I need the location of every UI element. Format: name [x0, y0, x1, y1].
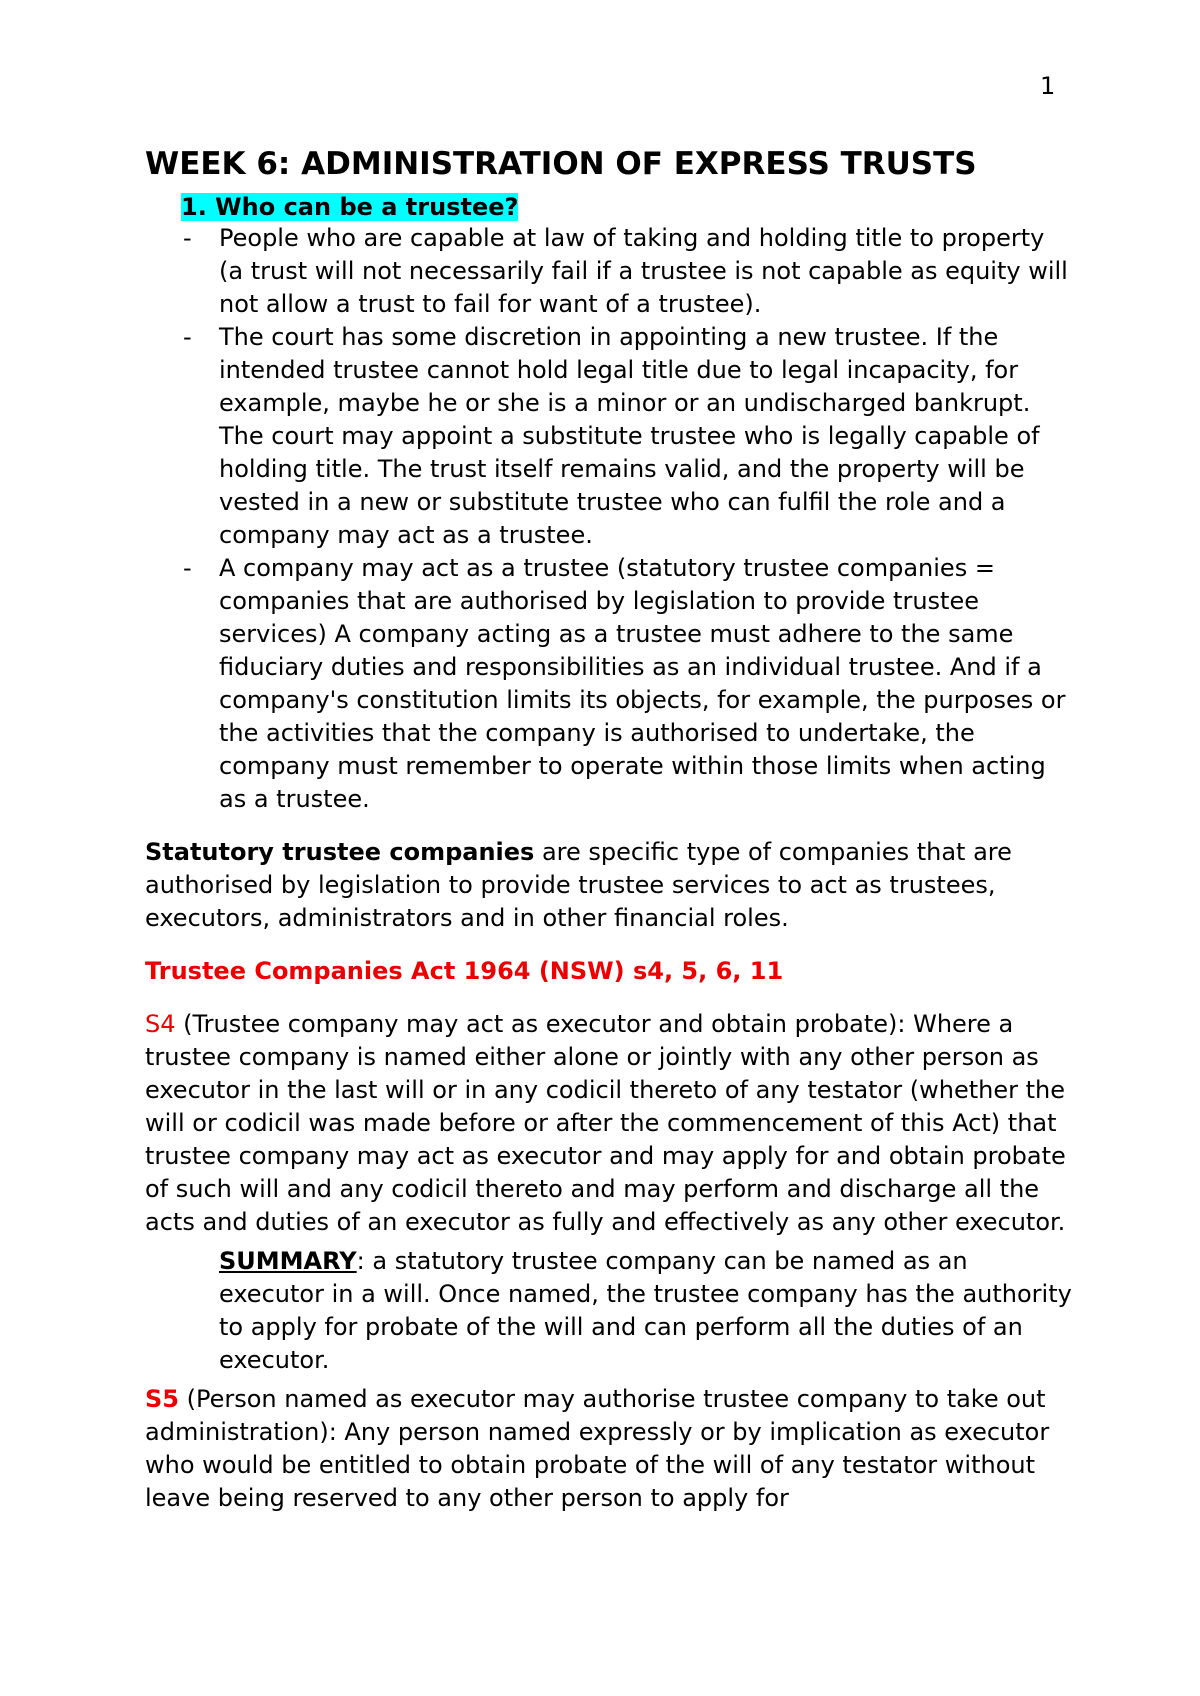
document-body	[145, 144, 1075, 1515]
summary-label: SUMMARY	[219, 1247, 357, 1275]
s5-text: (Person named as executor may authorise trustee company to take out administration): Any person named expressly or by implication as executor who would be entitled to obtain probate of the will of any testator without leave being reserved to any other person to apply for	[145, 1385, 1050, 1512]
highlighted-heading-text: 1. Who can be a trustee?	[181, 193, 519, 221]
statutory-companies-text: are specific type of companies that are authorised by legislation to provide trustee services to act as trustees, executors, administrators and in other financial roles.	[145, 838, 1012, 932]
statutory-companies-term: Statutory trustee companies	[145, 838, 535, 866]
s5-label: S5	[145, 1385, 179, 1413]
summary-paragraph	[145, 1245, 1075, 1377]
list-item	[145, 321, 1075, 552]
s5-paragraph	[145, 1383, 1075, 1515]
dash-marker: -	[183, 554, 192, 582]
s4-text: (Trustee company may act as executor and obtain probate): Where a trustee company is named either alone or jointly with any other person as executor in the last will or in any codicil thereto of any testator (whether the will or codicil was made before or after the commencement of this Act) that trustee company may act as executor and may apply for and obtain probate of such will and any codicil thereto and may perform and discharge all the acts and duties of an executor as fully and effectively as any other executor.	[145, 1010, 1066, 1236]
act-heading: Trustee Companies Act 1964 (NSW) s4, 5, 6, 11	[145, 957, 784, 985]
list-item	[145, 222, 1075, 321]
dash-marker: -	[183, 323, 192, 351]
trustee-bullet-list	[145, 222, 1075, 816]
dash-marker: -	[183, 224, 192, 252]
statutory-companies-paragraph	[145, 836, 1075, 935]
s4-label: S4	[145, 1010, 176, 1038]
summary-text: : a statutory trustee company can be named as an executor in a will. Once named, the trustee company has the authority to apply for probate of the will and can perform all the duties of an executor.	[219, 1247, 1072, 1374]
page-number: 1	[1040, 72, 1056, 100]
s4-paragraph	[145, 1008, 1075, 1239]
document-title: WEEK 6: ADMINISTRATION OF EXPRESS TRUSTS	[145, 146, 977, 182]
list-item	[145, 552, 1075, 816]
list-item-text: A company may act as a trustee (statutory trustee companies = companies that are authorised by legislation to provide trustee services) A company acting as a trustee must adhere to the same fiduciary duties and responsibilities as an individual trustee. And if a company's constitution limits its objects, for example, the purposes or the activities that the company is authorised to undertake, the company must remember to operate within those limits when acting as a trustee.	[219, 554, 1066, 813]
list-item-text: People who are capable at law of taking and holding title to property (a trust will not necessarily fail if a trustee is not capable as equity will not allow a trust to fail for want of a trustee).	[219, 224, 1068, 318]
section-heading-who-can-be-trustee	[181, 192, 1075, 222]
list-item-text: The court has some discretion in appointing a new trustee. If the intended trustee cannot hold legal title due to legal incapacity, for example, maybe he or she is a minor or an undischarged bankrupt. The court may appoint a substitute trustee who is legally capable of holding title. The trust itself remains valid, and the property will be vested in a new or substitute trustee who can fulfil the role and a company may act as a trustee.	[219, 323, 1040, 549]
